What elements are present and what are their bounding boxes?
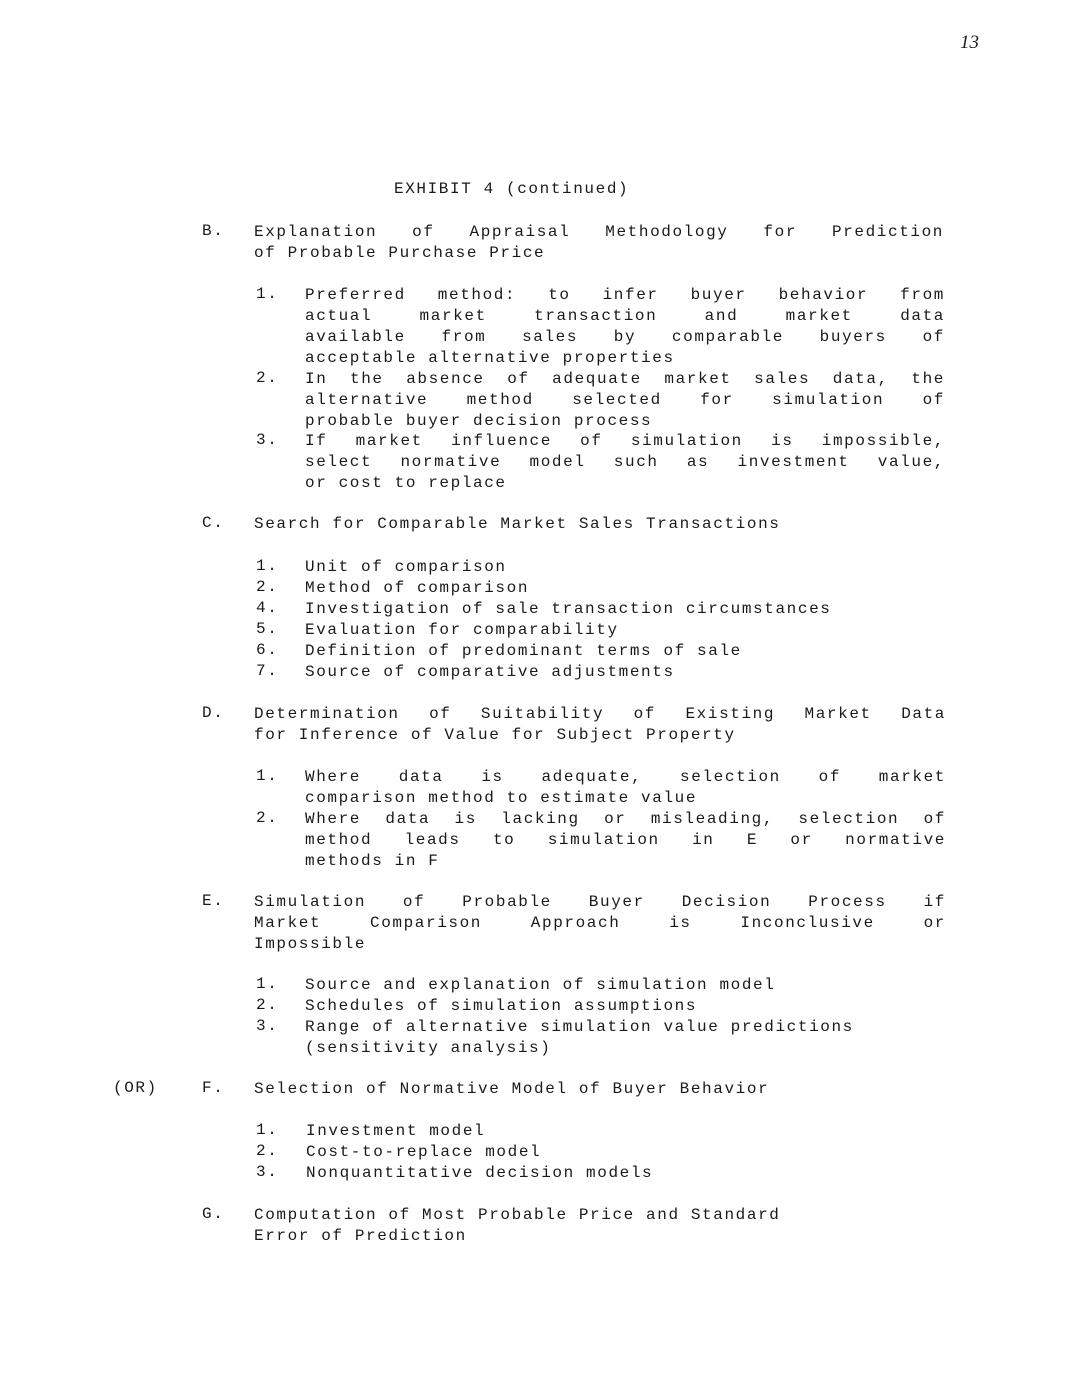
item-line: actual market transaction and market data bbox=[305, 307, 945, 325]
section-b-heading-line-1: Explanation of Appraisal Methodology for Prediction bbox=[254, 223, 944, 241]
section-e-heading-line-1: Simulation of Probable Buyer Decision Process if bbox=[254, 893, 946, 911]
item-number: 3. bbox=[256, 1163, 279, 1181]
section-d-heading-line-2: for Inference of Value for Subject Property bbox=[254, 726, 736, 744]
item-number: 2. bbox=[256, 578, 279, 596]
item-line: (sensitivity analysis) bbox=[305, 1039, 552, 1057]
item-number: 7. bbox=[256, 662, 279, 680]
section-b-letter: B. bbox=[202, 222, 225, 240]
item-line: comparison method to estimate value bbox=[305, 789, 698, 807]
item-line: select normative model such as investment value, bbox=[305, 453, 945, 471]
item-number: 4. bbox=[256, 599, 279, 617]
item-line: Cost-to-replace model bbox=[306, 1143, 542, 1161]
item-line: Unit of comparison bbox=[305, 558, 507, 576]
item-line: Range of alternative simulation value predictions bbox=[305, 1018, 854, 1036]
item-line: Where data is adequate, selection of market bbox=[305, 768, 946, 786]
section-g-heading-line-1: Computation of Most Probable Price and Standard bbox=[254, 1206, 781, 1224]
item-number: 1. bbox=[256, 767, 279, 785]
item-number: 2. bbox=[256, 1142, 279, 1160]
item-line: Investment model bbox=[306, 1122, 486, 1140]
section-f-or-prefix: (OR) bbox=[113, 1079, 158, 1097]
item-line: available from sales by comparable buyers of bbox=[305, 328, 945, 346]
item-number: 5. bbox=[256, 620, 279, 638]
item-line: In the absence of adequate market sales data, the bbox=[305, 370, 945, 388]
section-c-letter: C. bbox=[202, 514, 225, 532]
item-number: 2. bbox=[256, 369, 279, 387]
item-line: method leads to simulation in E or normative bbox=[305, 831, 946, 849]
item-line: Source of comparative adjustments bbox=[305, 663, 675, 681]
item-line: Nonquantitative decision models bbox=[306, 1164, 654, 1182]
section-d-heading-line-1: Determination of Suitability of Existing Market Data bbox=[254, 705, 946, 723]
item-line: probable buyer decision process bbox=[305, 412, 653, 430]
page-number: 13 bbox=[960, 32, 979, 53]
section-e-heading-line-3: Impossible bbox=[254, 935, 367, 953]
section-f-letter: F. bbox=[202, 1079, 225, 1097]
item-line: Investigation of sale transaction circumstances bbox=[305, 600, 832, 618]
item-number: 2. bbox=[256, 996, 279, 1014]
item-line: Definition of predominant terms of sale bbox=[305, 642, 742, 660]
item-number: 6. bbox=[256, 641, 279, 659]
exhibit-title: EXHIBIT 4 (continued) bbox=[394, 180, 630, 198]
item-line: or cost to replace bbox=[305, 474, 507, 492]
item-line: alternative method selected for simulation of bbox=[305, 391, 945, 409]
section-d-letter: D. bbox=[202, 704, 225, 722]
section-e-letter: E. bbox=[202, 892, 225, 910]
item-line: Schedules of simulation assumptions bbox=[305, 997, 698, 1015]
item-number: 3. bbox=[256, 1017, 279, 1035]
item-line: If market influence of simulation is impossible, bbox=[305, 432, 945, 450]
item-number: 2. bbox=[256, 809, 279, 827]
section-b-heading-line-2: of Probable Purchase Price bbox=[254, 244, 546, 262]
item-number: 3. bbox=[256, 431, 279, 449]
item-line: Method of comparison bbox=[305, 579, 530, 597]
item-line: acceptable alternative properties bbox=[305, 349, 675, 367]
section-e-heading-line-2: Market Comparison Approach is Inconclusive or bbox=[254, 914, 946, 932]
item-number: 1. bbox=[256, 285, 279, 303]
item-line: Evaluation for comparability bbox=[305, 621, 619, 639]
item-number: 1. bbox=[256, 1121, 279, 1139]
item-number: 1. bbox=[256, 557, 279, 575]
section-f-heading-line-1: Selection of Normative Model of Buyer Behavior bbox=[254, 1080, 770, 1098]
item-number: 1. bbox=[256, 975, 279, 993]
item-line: Source and explanation of simulation model bbox=[305, 976, 776, 994]
section-g-letter: G. bbox=[202, 1205, 225, 1223]
item-line: Where data is lacking or misleading, selection of bbox=[305, 810, 946, 828]
section-g-heading-line-2: Error of Prediction bbox=[254, 1227, 467, 1245]
item-line: methods in F bbox=[305, 852, 440, 870]
section-c-heading-line-1: Search for Comparable Market Sales Transactions bbox=[254, 515, 781, 533]
item-line: Preferred method: to infer buyer behavior from bbox=[305, 286, 945, 304]
